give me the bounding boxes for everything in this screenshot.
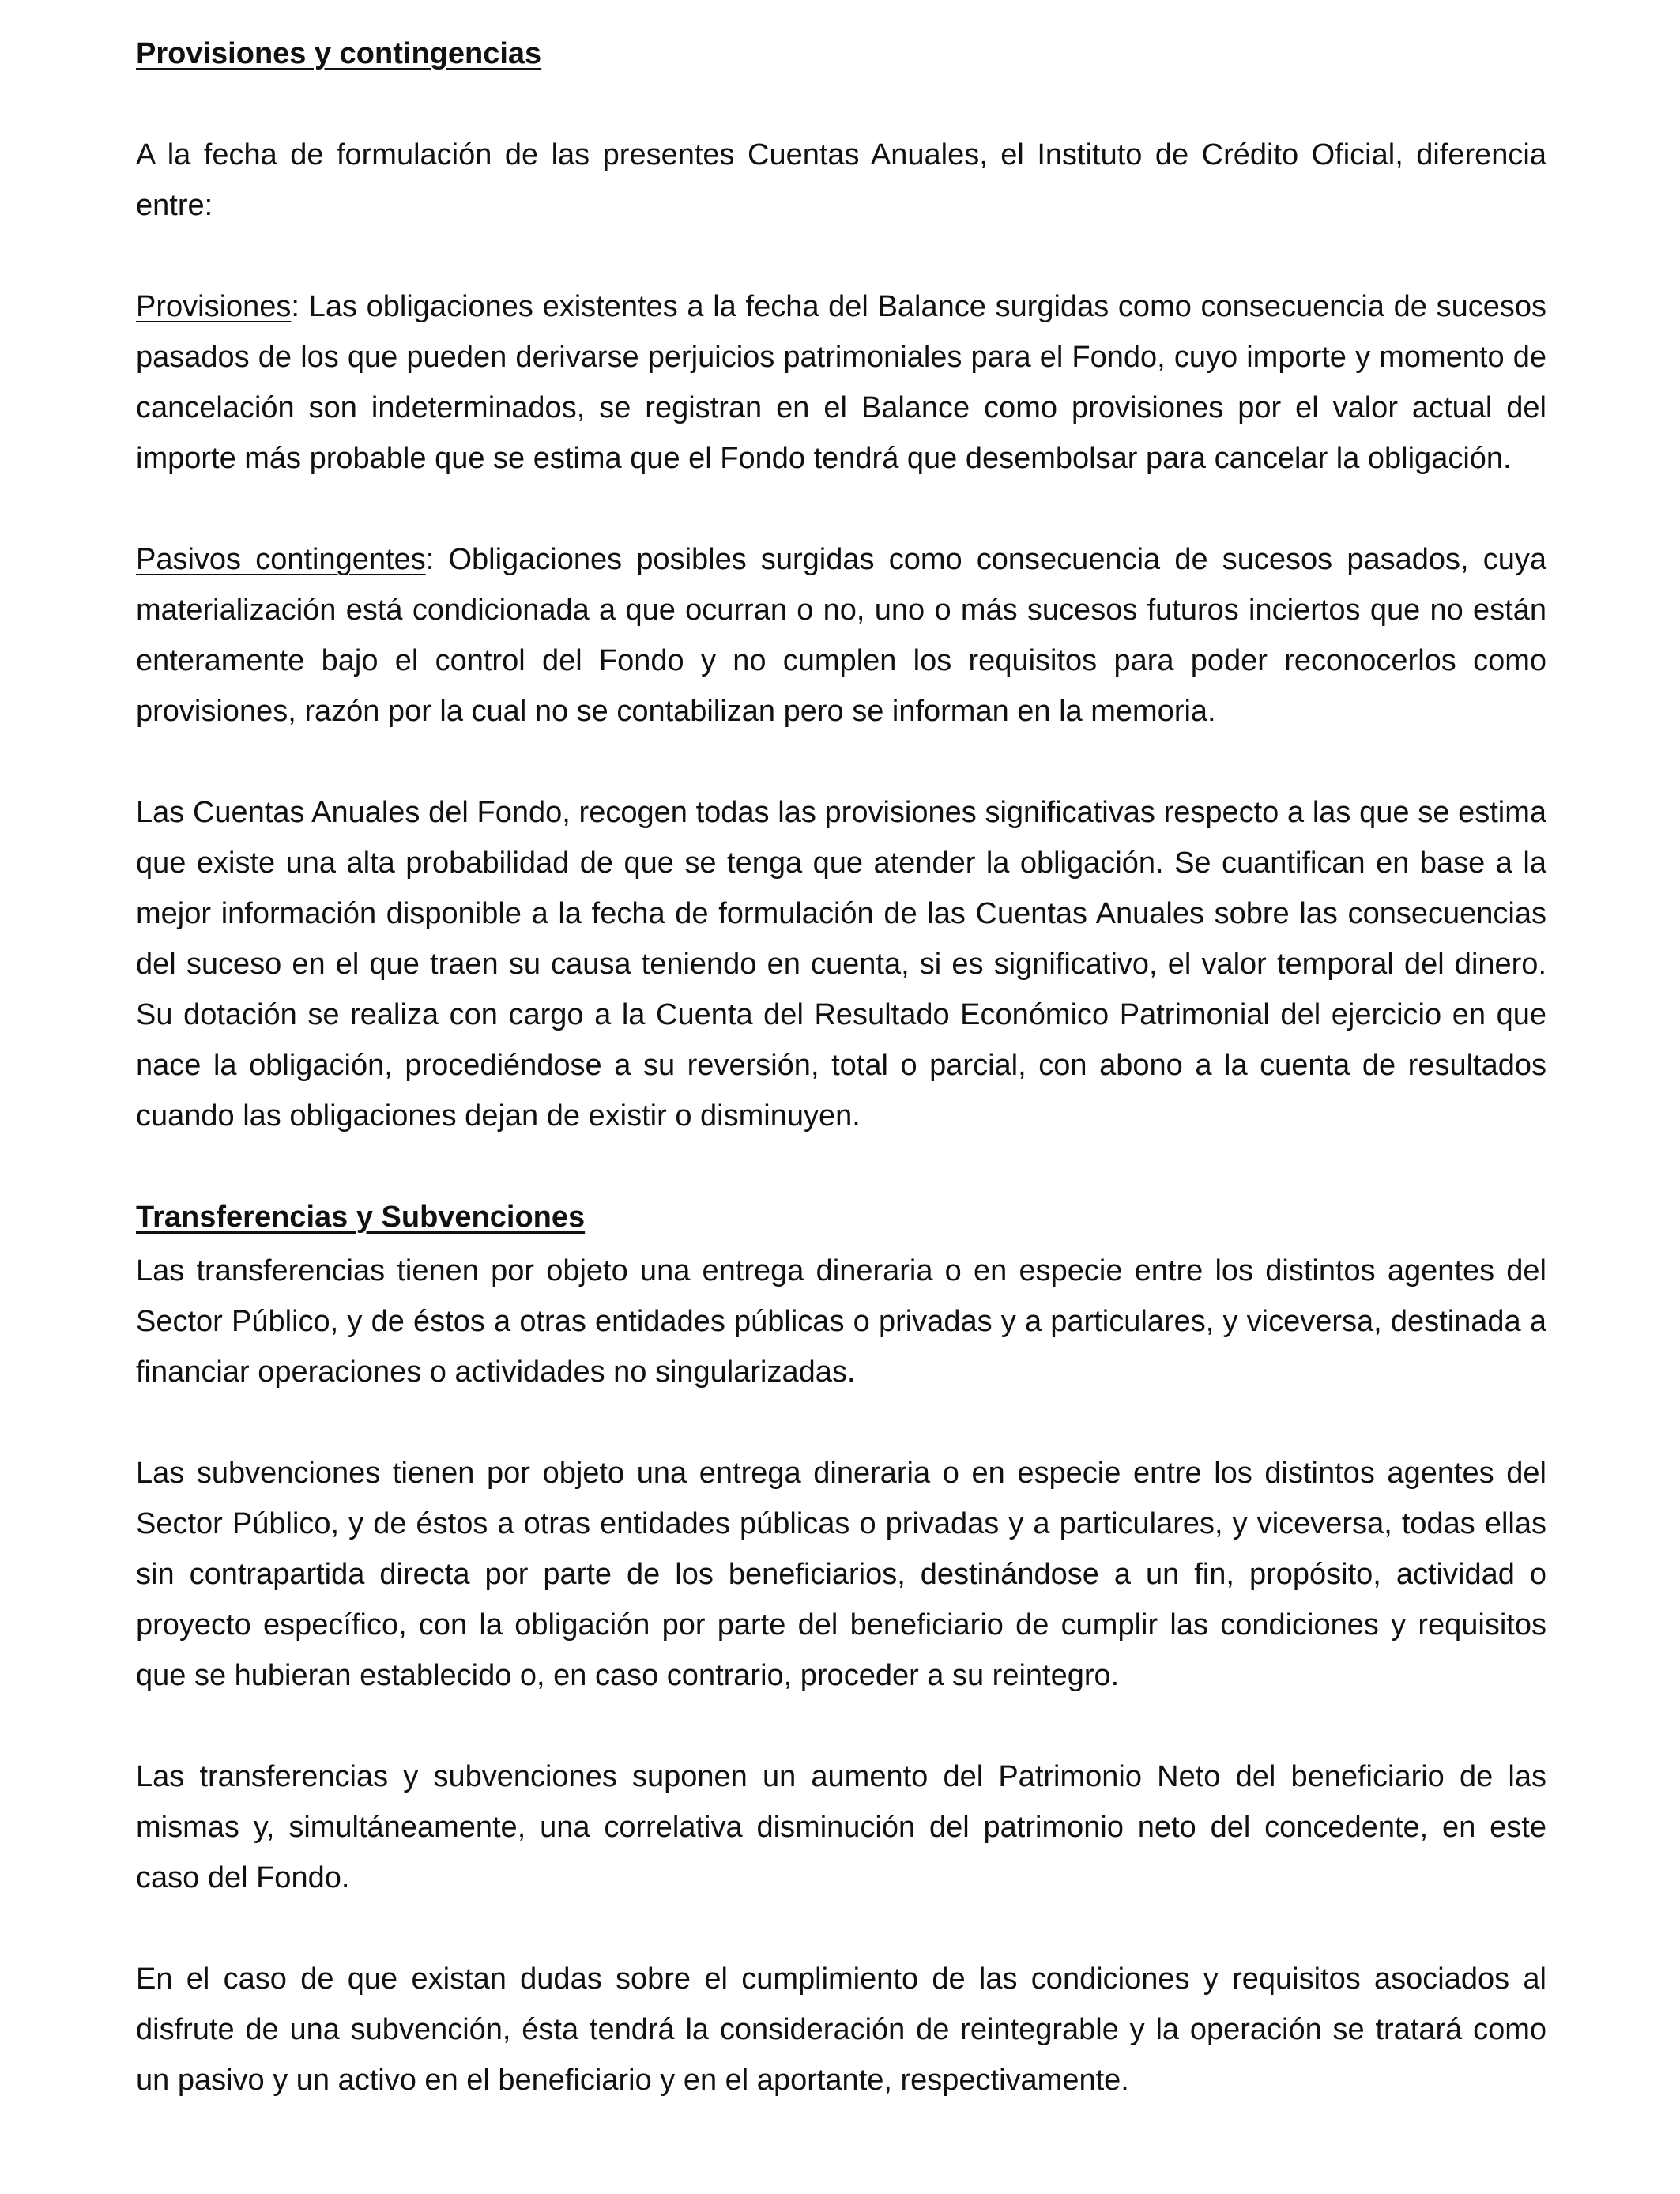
pasivos-term: Pasivos contingentes	[136, 543, 426, 576]
section-heading-provisiones: Provisiones y contingencias	[136, 37, 542, 70]
section-heading-transferencias: Transferencias y Subvenciones	[136, 1201, 586, 1234]
transferencias-paragraph-4: En el caso de que existan dudas sobre el cumplimiento de las condiciones y requisitos asociados al disfrute de una subvención, ésta tendrá la consideración de reintegrable y la operación se tratará como un pasivo y un activo en el beneficiario y en el aportante, respectivamente.	[136, 1962, 1546, 2097]
transferencias-paragraph-1: Las transferencias tienen por objeto una entrega dineraria o en especie entre los distintos agentes del Sector Público, y de éstos a otras entidades públicas o privadas y a particulares, y viceversa, destinada a financiar operaciones o actividades no singularizadas.	[136, 1254, 1546, 1389]
document-page	[136, 28, 1546, 2105]
provisiones-text: : Las obligaciones existentes a la fecha del Balance surgidas como consecuencia de sucesos pasados de los que pueden derivarse perjuicios patrimoniales para el Fondo, cuyo importe y momento de cancelación son indeterminados, se registran en el Balance como provisiones por el valor actual del importe más probable que se estima que el Fondo tendrá que desembolsar para cancelar la obligación.	[136, 290, 1546, 475]
transferencias-paragraph-3: Las transferencias y subvenciones suponen un aumento del Patrimonio Neto del beneficiario de las mismas y, simultáneamente, una correlativa disminución del patrimonio neto del concedente, en este caso del Fondo.	[136, 1760, 1546, 1894]
provisiones-term: Provisiones	[136, 290, 292, 323]
transferencias-paragraph-2: Las subvenciones tienen por objeto una entrega dineraria o en especie entre los distintos agentes del Sector Público, y de éstos a otras entidades públicas o privadas y a particulares, y viceversa, todas ellas sin contrapartida directa por parte de los beneficiarios, destinándose a un fin, propósito, actividad o proyecto específico, con la obligación por parte del beneficiario de cumplir las condiciones y requisitos que se hubieran establecido o, en caso contrario, proceder a su reintegro.	[136, 1457, 1546, 1692]
pasivos-text: : Obligaciones posibles surgidas como consecuencia de sucesos pasados, cuya materialización está condicionada a que ocurran o no, uno o más sucesos futuros inciertos que no están enteramente bajo el control del Fondo y no cumplen los requisitos para poder reconocerlos como provisiones, razón por la cual no se contabilizan pero se informan en la memoria.	[136, 543, 1546, 728]
provisiones-paragraph	[136, 281, 1546, 484]
pasivos-paragraph	[136, 534, 1546, 737]
closing-paragraph: Las Cuentas Anuales del Fondo, recogen todas las provisiones significativas respecto a las que se estima que existe una alta probabilidad de que se tenga que atender la obligación. Se cuantifican en base a la mejor información disponible a la fecha de formulación de las Cuentas Anuales sobre las consecuencias del suceso en el que traen su causa teniendo en cuenta, si es significativo, el valor temporal del dinero. Su dotación se realiza con cargo a la Cuenta del Resultado Económico Patrimonial del ejercicio en que nace la obligación, procediéndose a su reversión, total o parcial, con abono a la cuenta de resultados cuando las obligaciones dejan de existir o disminuyen.	[136, 796, 1546, 1133]
intro-paragraph: A la fecha de formulación de las presentes Cuentas Anuales, el Instituto de Crédito Oficial, diferencia entre:	[136, 138, 1546, 222]
